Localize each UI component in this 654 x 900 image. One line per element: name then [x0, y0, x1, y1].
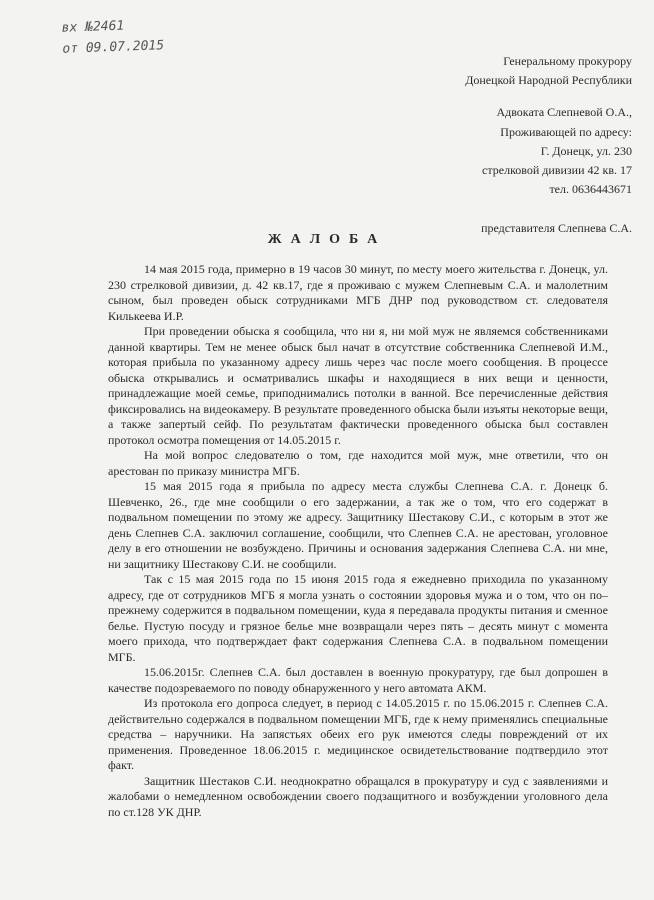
sender-line-4: стрелковой дивизии 42 кв. 17 — [482, 163, 632, 178]
representative-line: представителя Слепнева С.А. — [481, 221, 632, 236]
sender-line-2: Проживающей по адресу: — [500, 124, 632, 139]
addressee-line-2: Донецкой Народной Республики — [465, 73, 632, 88]
document-body — [108, 262, 608, 820]
sender-line-1: Адвоката Слепневой О.А., — [496, 105, 632, 120]
stamp-date: от 09.07.2015 — [62, 38, 165, 57]
addressee-line-1: Генеральному прокурору — [503, 54, 632, 68]
sender-line-3: Г. Донецк, ул. 230 — [540, 143, 632, 158]
paragraph: 15.06.2015г. Слепнев С.А. был доставлен в военную прокуратуру, где был допрошен в качестве подозреваемого по поводу обнаруженного у него автомата АКМ. — [108, 665, 608, 695]
sender-phone: тел. 0636443671 — [549, 182, 632, 197]
paragraph: Так с 15 мая 2015 года по 15 июня 2015 года я ежедневно приходила по указанному адресу, где от сотрудников МГБ я могла узнать о состоянии здоровья мужа и о том, что он по–прежнему содержится в подвальном помещении, куда я передавала продукты питания и сменное белье. Пустую посуду и грязное белье мне возвращали через пять – десять минут с момента моего прихода, что подтверждает факт содержания Слепнева С.А. в подвальном помещении МГБ. — [108, 572, 608, 664]
paragraph: Защитник Шестаков С.И. неоднократно обращался в прокуратуру и суд с заявлениями и жалобами о немедленном освобождении своего подзащитного и возбуждении уголовного дела по ст.128 УК ДНР. — [108, 773, 608, 819]
stamp-incoming-number: вх №2461 — [61, 18, 125, 36]
paragraph: 15 мая 2015 года я прибыла по адресу места службы Слепнева С.А. г. Донецк б. Шевченко, 26., где мне сообщили о его задержании, а так же о том, что его содержат в подвальном помещении по этому же адресу. Защитнику Шестакову С.И., с которым в этот же день Слепнев С.А. заключил соглашение, сообщили, что Слепнев С.А. не арестован, уголовное делу в его отношении не возбуждено. Причины и основания задержания Слепнева С.А. ни мне, ни защитнику Шестакову С.И. не сообщили. — [108, 479, 608, 571]
paragraph: Из протокола его допроса следует, в период с 14.05.2015 г. по 15.06.2015 г. Слепнев С.А. действительно содержался в подвальном помещении МГБ, где к нему применялись специальные средства – наручники. На запястьях обеих его рук имеются следы повреждений от их применения. Проведенное 18.06.2015 г. медицинское освидетельствование подтвердило этот факт. — [108, 696, 608, 772]
paragraph: При проведении обыска я сообщила, что ни я, ни мой муж не являемся собственниками данной квартиры. Тем не менее обыск был начат в отсутствие собственника Слепневой И.М., которая прибыла по указанному адресу лишь через час после моего сообщения. В процессе обыска открывались и осматривались шкафы и находящиеся в них вещи и ценности, принадлежащие моей семье, приподнимались потолки в ванной. Все перечисленные действия фиксировались на видеокамеру. В результате проведенного обыска были изъяты некоторые вещи, а также запертый сейф. По результатам фактически проведенного обыска был составлен протокол осмотра помещения от 14.05.2015 г. — [108, 324, 608, 447]
paragraph: На мой вопрос следователю о том, где находится мой муж, мне ответили, что он арестован по приказу министра МГБ. — [108, 448, 608, 478]
address-block — [400, 52, 632, 239]
document-title: ЖАЛОБА — [267, 232, 387, 247]
paragraph: 14 мая 2015 года, примерно в 19 часов 30 минут, по месту моего жительства г. Донецк, ул. 230 стрелковой дивизии, д. 42 кв.17, где я проживаю с мужем Слепневым С.А. и малолетним сыном, был проведен обыск сотрудниками МГБ ДНР под руководством ст. следователя Килькеева И.Р. — [108, 262, 608, 323]
registration-stamp — [61, 14, 164, 60]
